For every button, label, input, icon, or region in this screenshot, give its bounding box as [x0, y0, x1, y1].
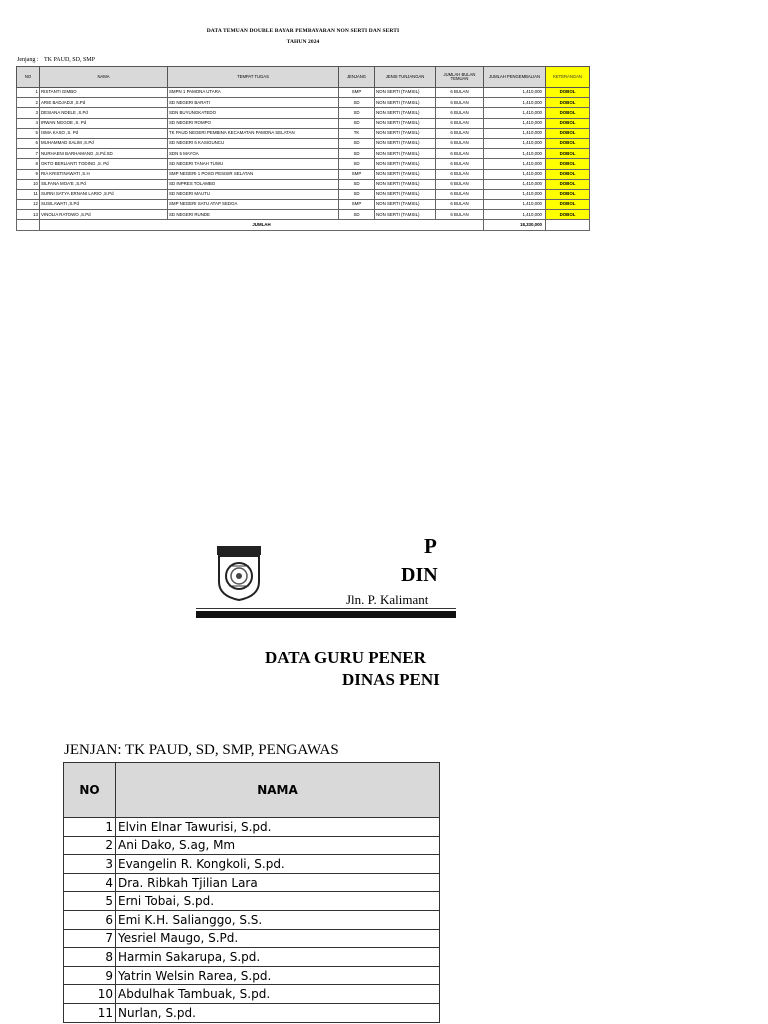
kop-divider-thick — [196, 611, 456, 618]
row-tempat: SD NEGERI TANAH TUWU — [168, 159, 339, 169]
row-bulan: 6 BULAN — [436, 88, 484, 98]
row-no: 3 — [17, 108, 40, 118]
row-tempat: SDN BUYUNGKATEDO — [168, 108, 339, 118]
row-tempat: SD NEGERI BARATI — [168, 98, 339, 108]
row-nama: NURHAENI BARHAMANG ,S.Pd.SD — [40, 149, 168, 159]
guru-row-no: 1 — [64, 818, 116, 837]
row-nama: SUSILAWATI ,S.Pd — [40, 200, 168, 210]
table-row — [17, 159, 590, 169]
kop-line-1: P — [424, 534, 437, 558]
kop-address: Jln. P. Kalimant — [346, 592, 429, 607]
guru-row-nama: Nurlan, S.pd. — [116, 1003, 440, 1022]
row-bulan: 6 BULAN — [436, 200, 484, 210]
guru-row-nama: Dra. Ribkah Tjilian Lara — [116, 873, 440, 892]
row-tempat: SD NEGERI ROMPO — [168, 118, 339, 128]
row-keterangan-badge: DOBOL — [546, 210, 590, 220]
guru-row — [64, 836, 440, 855]
row-bulan: 6 BULAN — [436, 210, 484, 220]
row-tempat: SD NEGERI MAUTU — [168, 189, 339, 199]
row-tempat: SD NEGERI RUNDE — [168, 210, 339, 220]
row-jenis: NON SERTI (TAMSIL) — [375, 179, 436, 189]
row-jenis: NON SERTI (TAMSIL) — [375, 189, 436, 199]
row-jumlah: 1,410,000 — [484, 179, 546, 189]
row-no: 5 — [17, 128, 40, 138]
row-no: 1 — [17, 88, 40, 98]
guru-row-no: 4 — [64, 873, 116, 892]
row-nama: ISMA KASO ,S. Pd — [40, 128, 168, 138]
row-tempat: TK PAUD NEGERI PEMBINA KECAMATAN PAMONA SELATAN — [168, 128, 339, 138]
row-bulan: 6 BULAN — [436, 108, 484, 118]
row-jenis: NON SERTI (TAMSIL) — [375, 118, 436, 128]
table-row — [17, 108, 590, 118]
row-jenjang: SD — [339, 118, 375, 128]
row-no: 7 — [17, 149, 40, 159]
row-jenjang: SD — [339, 98, 375, 108]
row-keterangan-badge: DOBOL — [546, 118, 590, 128]
row-jenjang: SD — [339, 149, 375, 159]
total-row — [17, 220, 590, 230]
row-nama: MUHAMMAD SALIM ,S.Pd — [40, 138, 168, 148]
guru-row-no: 2 — [64, 836, 116, 855]
row-no: 13 — [17, 210, 40, 220]
row-jenis: NON SERTI (TAMSIL) — [375, 98, 436, 108]
table-row — [17, 118, 590, 128]
table-row — [17, 98, 590, 108]
row-no: 12 — [17, 200, 40, 210]
guru-table — [63, 762, 440, 1023]
guru-row — [64, 873, 440, 892]
row-nama: VINOLIA RATOWO ,S.Pd — [40, 210, 168, 220]
row-jumlah: 1,410,000 — [484, 128, 546, 138]
guru-row — [64, 910, 440, 929]
col-bulan-header: JUMLAH BULAN TEMUAN — [436, 67, 484, 88]
row-jenis: NON SERTI (TAMSIL) — [375, 210, 436, 220]
guru-row-no: 3 — [64, 855, 116, 874]
scan-heading-2: DINAS PENI — [342, 670, 440, 689]
row-tempat: SD INPRES TOLAMBO — [168, 179, 339, 189]
table-row — [17, 88, 590, 98]
row-no: 10 — [17, 179, 40, 189]
guru-row — [64, 948, 440, 967]
row-jenis: NON SERTI (TAMSIL) — [375, 169, 436, 179]
col-nama-header: NAMA — [40, 67, 168, 88]
row-nama: IRWAN NGGOE ,S. Pd — [40, 118, 168, 128]
guru-row-nama: Emi K.H. Salianggo, S.S. — [116, 910, 440, 929]
guru-row — [64, 1003, 440, 1022]
row-jenjang: SD — [339, 210, 375, 220]
row-bulan: 6 BULAN — [436, 169, 484, 179]
guru-row-nama: Evangelin R. Kongkoli, S.pd. — [116, 855, 440, 874]
doc-title-line1: DATA TEMUAN DOUBLE BAYAR PEMBAYARAN NON SERTI DAN SERTI — [206, 28, 400, 34]
guru-row-nama: Harmin Sakarupa, S.pd. — [116, 948, 440, 967]
guru-row — [64, 818, 440, 837]
row-no: 4 — [17, 118, 40, 128]
row-jumlah: 1,410,000 — [484, 108, 546, 118]
total-blank-cell — [17, 220, 40, 230]
row-nama: RISTANTI GIMBO — [40, 88, 168, 98]
scanned-document — [0, 520, 768, 1024]
row-jumlah: 1,410,000 — [484, 200, 546, 210]
row-jenis: NON SERTI (TAMSIL) — [375, 159, 436, 169]
total-label: JUMLAH — [40, 220, 484, 230]
guru-row-no: 8 — [64, 948, 116, 967]
table-row — [17, 169, 590, 179]
row-jenjang: SD — [339, 138, 375, 148]
row-bulan: 6 BULAN — [436, 128, 484, 138]
guru-row-nama: Erni Tobai, S.pd. — [116, 892, 440, 911]
row-jumlah: 1,410,000 — [484, 169, 546, 179]
col-tempat-header: TEMPAT TUGAS — [168, 67, 339, 88]
jenjang-line — [17, 57, 95, 63]
row-jumlah: 1,410,000 — [484, 88, 546, 98]
row-keterangan-badge: DOBOL — [546, 108, 590, 118]
row-jenis: NON SERTI (TAMSIL) — [375, 149, 436, 159]
jenjang-label: Jenjang : — [17, 57, 39, 63]
table-row — [17, 149, 590, 159]
row-keterangan-badge: DOBOL — [546, 138, 590, 148]
row-no: 9 — [17, 169, 40, 179]
row-jumlah: 1,410,000 — [484, 138, 546, 148]
row-keterangan-badge: DOBOL — [546, 98, 590, 108]
row-jenis: NON SERTI (TAMSIL) — [375, 138, 436, 148]
total-value: 18,330,000 — [484, 220, 546, 230]
col-jenjang-header: JENJANG — [339, 67, 375, 88]
guru-row — [64, 966, 440, 985]
table-row — [17, 138, 590, 148]
guru-row-nama: Elvin Elnar Tawurisi, S.pd. — [116, 818, 440, 837]
row-nama: SILFANA MOA'E ,S.Pd — [40, 179, 168, 189]
table-row — [17, 189, 590, 199]
guru-row-no: 7 — [64, 929, 116, 948]
table-header-row — [17, 67, 590, 88]
row-jenjang: TK — [339, 128, 375, 138]
row-jenjang: SMP — [339, 200, 375, 210]
row-jumlah: 1,410,000 — [484, 159, 546, 169]
row-nama: RIA KRISTINAWATI ,S.H — [40, 169, 168, 179]
row-jenis: NON SERTI (TAMSIL) — [375, 128, 436, 138]
guru-row-nama: Yesriel Maugo, S.Pd. — [116, 929, 440, 948]
guru-row-no: 5 — [64, 892, 116, 911]
row-keterangan-badge: DOBOL — [546, 159, 590, 169]
row-bulan: 6 BULAN — [436, 159, 484, 169]
row-keterangan-badge: DOBOL — [546, 88, 590, 98]
row-jenjang: SD — [339, 108, 375, 118]
guru-col-no-header: NO — [64, 763, 116, 818]
guru-row-no: 11 — [64, 1003, 116, 1022]
row-bulan: 6 BULAN — [436, 149, 484, 159]
row-no: 6 — [17, 138, 40, 148]
row-tempat: SMP NEGERI SATU ATAP SEDOA — [168, 200, 339, 210]
row-bulan: 6 BULAN — [436, 98, 484, 108]
row-jenjang: SMP — [339, 88, 375, 98]
row-jumlah: 1,410,000 — [484, 98, 546, 108]
guru-row-no: 9 — [64, 966, 116, 985]
kop-divider-thin — [196, 608, 456, 609]
temuan-table — [16, 66, 590, 231]
row-bulan: 6 BULAN — [436, 138, 484, 148]
guru-row-no: 10 — [64, 985, 116, 1004]
row-tempat: SMPN 1 PAMONA UTARA — [168, 88, 339, 98]
col-pengembalian-header: JUMLAH PENGEMBALIAN — [484, 67, 546, 88]
scan-heading-1: DATA GURU PENER — [265, 648, 426, 667]
row-jenis: NON SERTI (TAMSIL) — [375, 108, 436, 118]
row-jenjang: SD — [339, 179, 375, 189]
row-nama: ARIE BADJADJI ,S.Pd — [40, 98, 168, 108]
row-nama: DESIANA NDELE ,S.Pd — [40, 108, 168, 118]
guru-row-nama: Yatrin Welsin Rarea, S.pd. — [116, 966, 440, 985]
row-tempat: SMP NEGERI 1 POSO PESISIR SELATAN — [168, 169, 339, 179]
row-no: 2 — [17, 98, 40, 108]
row-jumlah: 1,410,000 — [484, 149, 546, 159]
row-bulan: 6 BULAN — [436, 189, 484, 199]
table-row — [17, 210, 590, 220]
guru-row-nama: Abdulhak Tambuak, S.pd. — [116, 985, 440, 1004]
guru-row — [64, 892, 440, 911]
guru-row — [64, 855, 440, 874]
table-row — [17, 200, 590, 210]
row-jumlah: 1,410,000 — [484, 210, 546, 220]
jenjang-value: TK PAUD, SD, SMP — [44, 57, 95, 63]
row-nama: OKTO BERLIANTI TODING ,S. Pd — [40, 159, 168, 169]
guru-row — [64, 929, 440, 948]
row-nama: SURNI SATYA ERNANI LARIO ,S.Pd — [40, 189, 168, 199]
row-bulan: 6 BULAN — [436, 118, 484, 128]
row-keterangan-badge: DOBOL — [546, 179, 590, 189]
row-keterangan-badge: DOBOL — [546, 200, 590, 210]
row-keterangan-badge: DOBOL — [546, 128, 590, 138]
col-keterangan-header: KETERANGAN — [546, 67, 590, 88]
row-jenis: NON SERTI (TAMSIL) — [375, 200, 436, 210]
scan-jenjang: JENJAN: TK PAUD, SD, SMP, PENGAWAS — [64, 742, 339, 758]
col-jenis-header: JENIS TUNJANGAN — [375, 67, 436, 88]
row-tempat: SDN 5 MAYOA — [168, 149, 339, 159]
row-bulan: 6 BULAN — [436, 179, 484, 189]
row-jenjang: SD — [339, 159, 375, 169]
doc-title-line2: TAHUN 2024 — [286, 39, 320, 45]
row-jumlah: 1,410,000 — [484, 118, 546, 128]
row-jenjang: SMP — [339, 169, 375, 179]
row-keterangan-badge: DOBOL — [546, 189, 590, 199]
row-keterangan-badge: DOBOL — [546, 169, 590, 179]
row-jenis: NON SERTI (TAMSIL) — [375, 88, 436, 98]
kop-line-2: DIN — [401, 564, 438, 586]
guru-col-nama-header: NAMA — [116, 763, 440, 818]
guru-row-no: 6 — [64, 910, 116, 929]
row-tempat: SD NEGERI 6 KASIGUNCU — [168, 138, 339, 148]
row-no: 11 — [17, 189, 40, 199]
total-ket-cell — [546, 220, 590, 230]
guru-row-nama: Ani Dako, S.ag, Mm — [116, 836, 440, 855]
row-jumlah: 1,410,000 — [484, 189, 546, 199]
col-no-header: NO — [17, 67, 40, 88]
row-no: 8 — [17, 159, 40, 169]
row-jenjang: SD — [339, 189, 375, 199]
kabupaten-logo-icon — [215, 544, 263, 602]
table-row — [17, 179, 590, 189]
row-keterangan-badge: DOBOL — [546, 149, 590, 159]
guru-row — [64, 985, 440, 1004]
table-row — [17, 128, 590, 138]
guru-header-row — [64, 763, 440, 818]
